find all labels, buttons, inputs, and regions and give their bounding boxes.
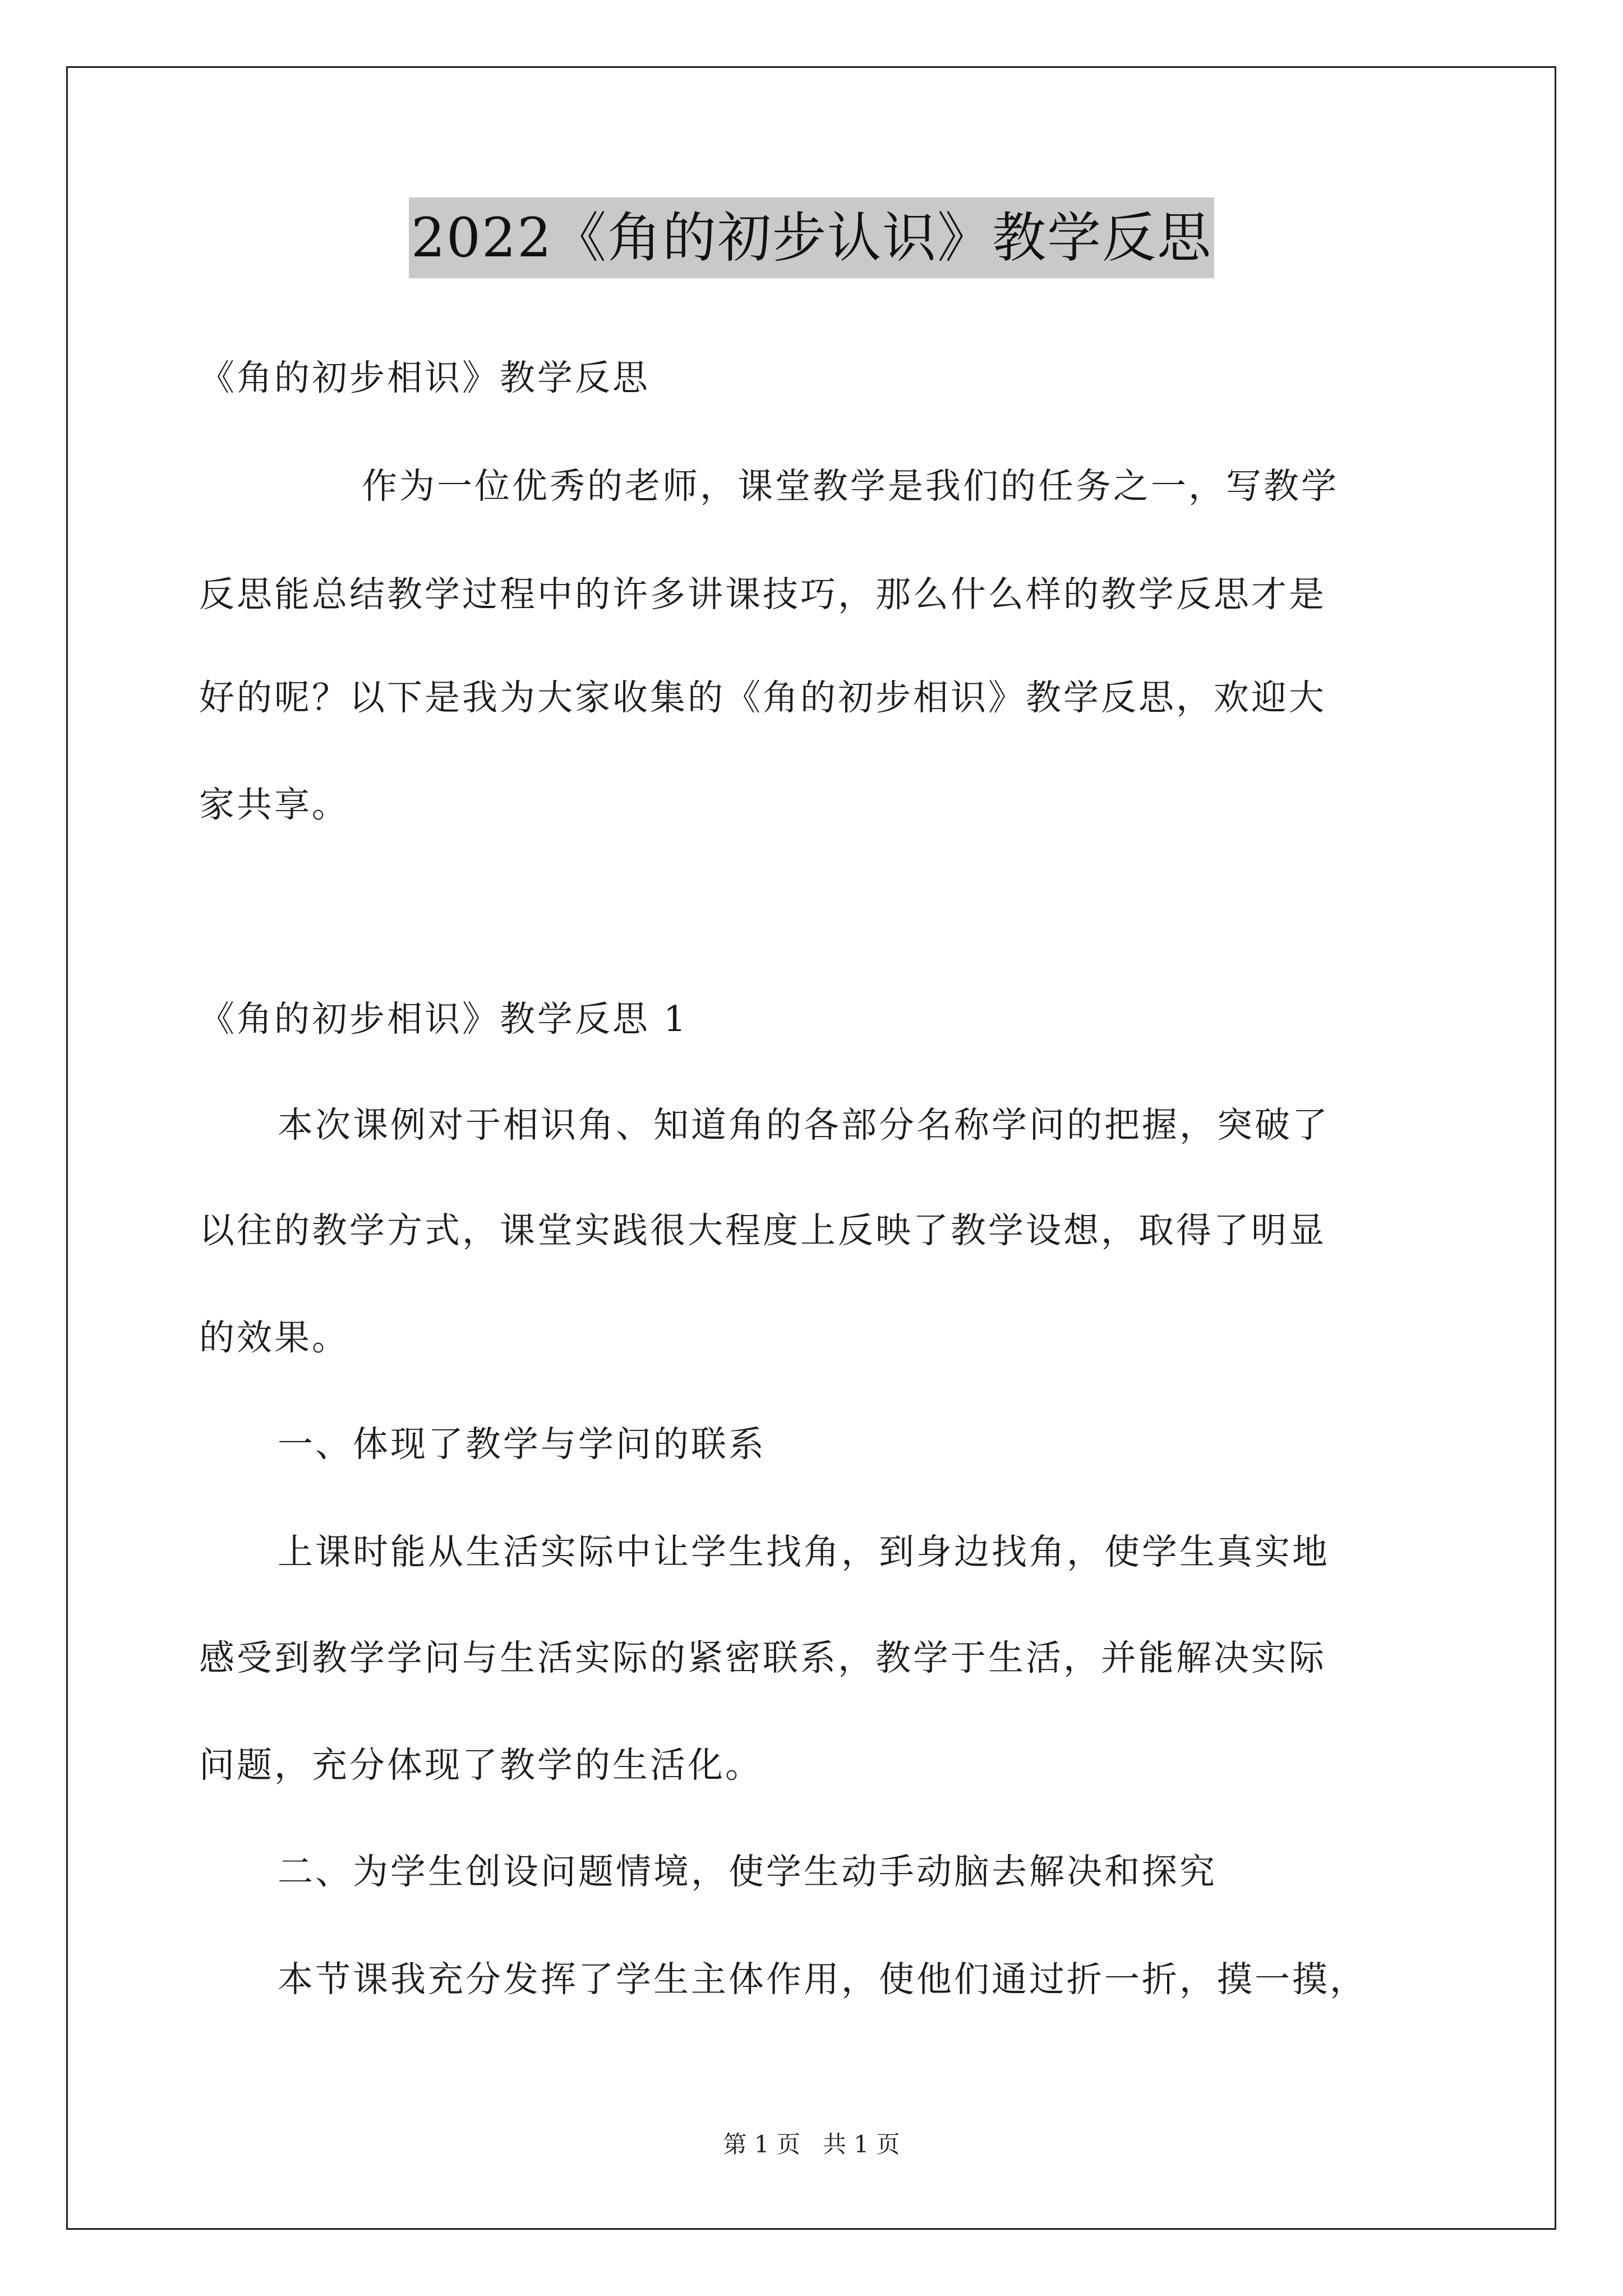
paragraph-line: 本节课我充分发挥了学生主体作用，使他们通过折一折，摸一摸， [278,1959,1367,2000]
title-container [0,197,1623,278]
paragraph-line: 家共享。 [199,784,349,825]
paragraph-line: 的效果。 [199,1317,349,1358]
paragraph-line: 问题，充分体现了教学的生活化。 [199,1745,763,1786]
paragraph-line: 作为一位优秀的老师，课堂教学是我们的任务之一，写教学 [362,466,1339,507]
paragraph-line: 好的呢？以下是我为大家收集的《角的初步相识》教学反思，欢迎大 [199,677,1326,718]
subsection-heading: 一、体现了教学与学问的联系 [278,1424,766,1465]
subsection-heading: 二、为学生创设问题情境，使学生动手动脑去解决和探究 [278,1851,1217,1892]
document-title: 2022《角的初步认识》教学反思 [409,197,1214,278]
section-heading: 《角的初步相识》教学反思 1 [199,999,689,1039]
paragraph-line: 上课时能从生活实际中让学生找角，到身边找角，使学生真实地 [278,1531,1330,1572]
paragraph-line: 以往的教学方式，课堂实践很大程度上反映了教学设想，取得了明显 [199,1210,1326,1251]
subtitle-line: 《角的初步相识》教学反思 [199,357,650,398]
page-footer: 第 1 页 共 1 页 [723,2131,900,2158]
paragraph-line: 反思能总结教学过程中的许多讲课技巧，那么什么样的教学反思才是 [199,574,1326,615]
paragraph-line: 本次课例对于相识角、知道角的各部分名称学问的把握，突破了 [278,1105,1330,1145]
paragraph-line: 感受到教学学问与生活实际的紧密联系，教学于生活，并能解决实际 [199,1637,1326,1678]
